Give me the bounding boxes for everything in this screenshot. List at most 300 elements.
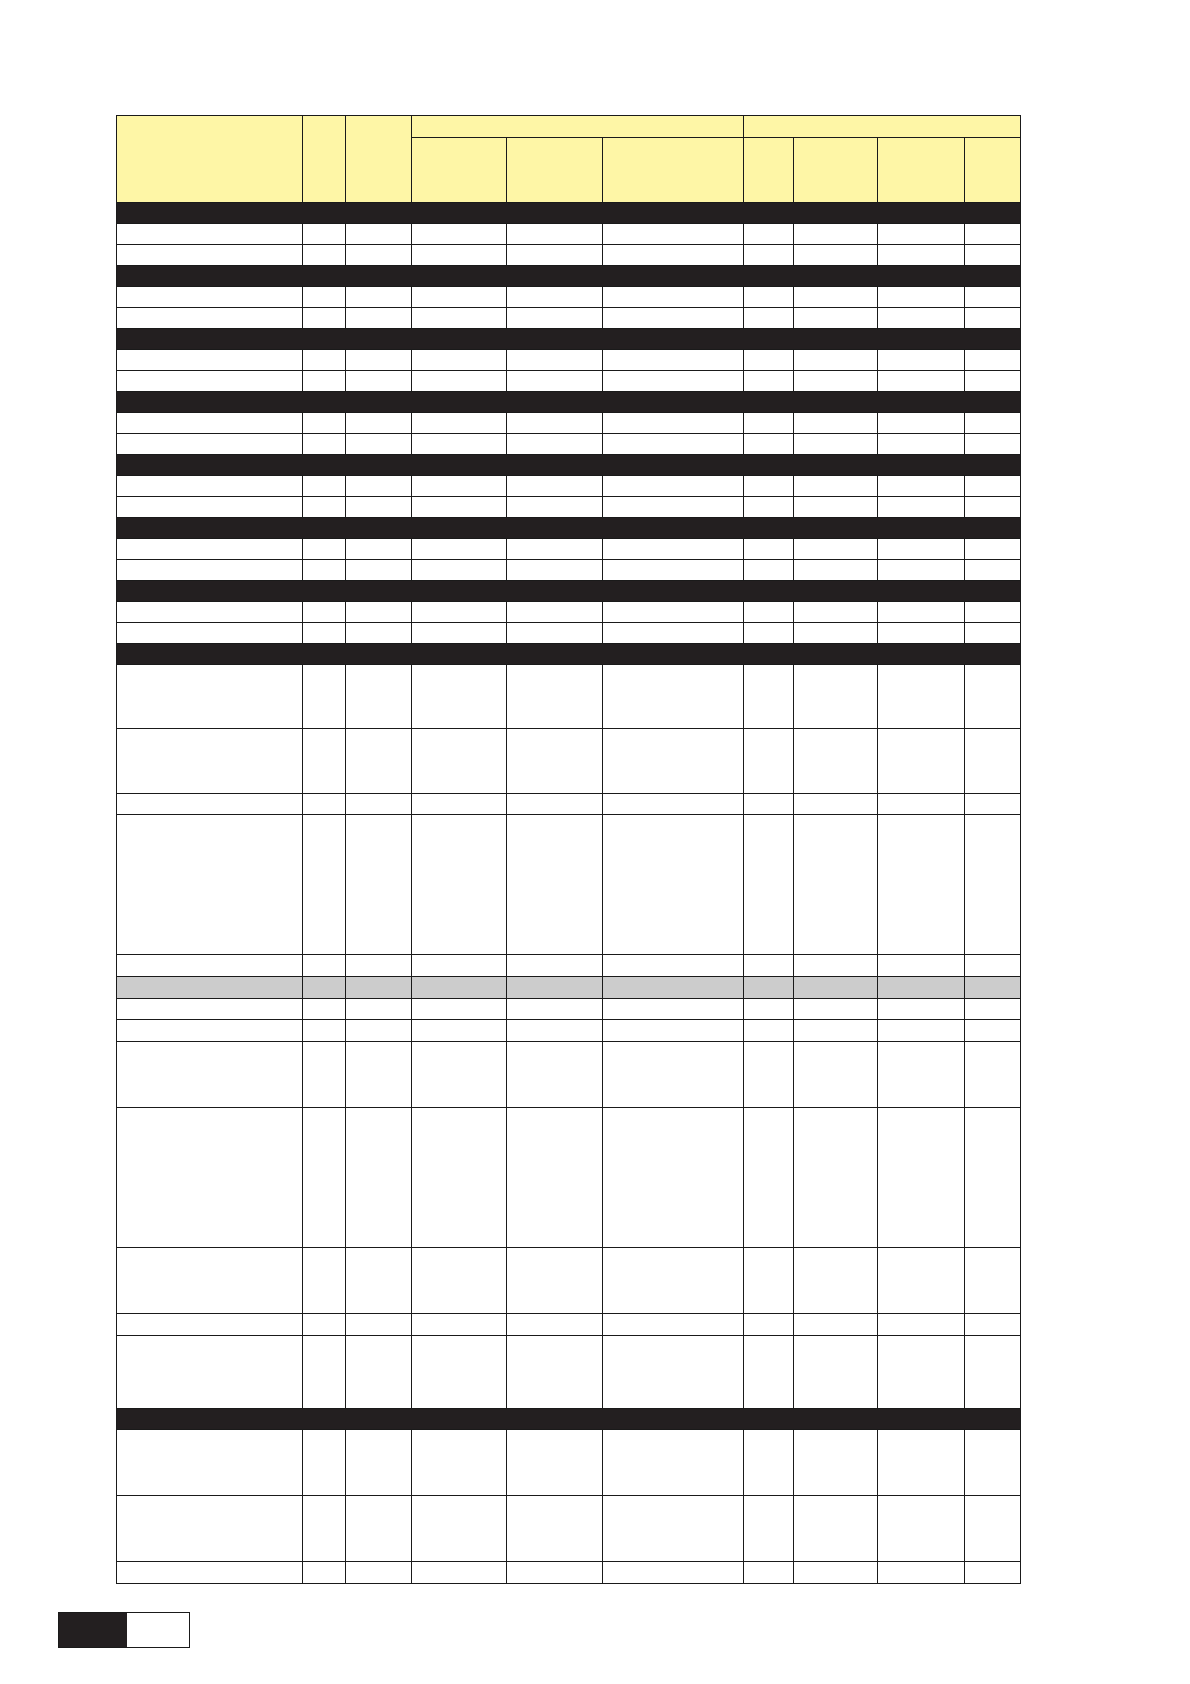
table-row	[117, 1336, 1021, 1409]
section-header-cell	[117, 455, 1021, 476]
table-cell	[794, 308, 878, 329]
table-cell	[303, 224, 346, 245]
table-cell	[412, 794, 507, 815]
table-cell	[965, 245, 1021, 266]
section-header-cell	[117, 1409, 1021, 1430]
table-cell	[965, 999, 1021, 1020]
table-cell	[412, 1496, 507, 1562]
table-cell	[603, 413, 744, 434]
table-cell	[117, 1430, 303, 1496]
table-cell	[878, 794, 965, 815]
table-row	[117, 665, 1021, 729]
table-cell	[412, 1430, 507, 1496]
section-header-cell	[117, 266, 1021, 287]
table-cell	[303, 1020, 346, 1042]
table-cell	[744, 1108, 794, 1248]
table-cell	[744, 1430, 794, 1496]
table-cell	[346, 350, 412, 371]
table-cell	[412, 955, 507, 977]
table-cell	[603, 1430, 744, 1496]
table-row	[117, 539, 1021, 560]
table-cell	[303, 1314, 346, 1336]
table-row	[117, 623, 1021, 644]
table-cell	[744, 287, 794, 308]
table-cell	[603, 999, 744, 1020]
table-cell	[117, 1314, 303, 1336]
table-cell	[878, 308, 965, 329]
table-row	[117, 1108, 1021, 1248]
table-cell	[303, 413, 346, 434]
table-cell	[965, 287, 1021, 308]
table-cell	[965, 497, 1021, 518]
table-row	[117, 350, 1021, 371]
table-cell	[965, 1562, 1021, 1584]
table-cell	[603, 1336, 744, 1409]
table-cell	[794, 623, 878, 644]
table-cell	[878, 1042, 965, 1108]
table-cell	[603, 560, 744, 581]
table-cell	[303, 434, 346, 455]
table-cell	[744, 999, 794, 1020]
table-cell	[117, 539, 303, 560]
table-cell	[507, 1020, 603, 1042]
table-cell	[965, 1248, 1021, 1314]
table-cell	[603, 623, 744, 644]
table-cell	[303, 245, 346, 266]
table-cell	[346, 476, 412, 497]
table-cell	[346, 999, 412, 1020]
table-cell	[744, 413, 794, 434]
table-cell	[507, 413, 603, 434]
table-cell	[744, 794, 794, 815]
table-cell	[744, 623, 794, 644]
table-cell	[878, 560, 965, 581]
table-cell	[117, 602, 303, 623]
table-cell	[744, 1020, 794, 1042]
table-cell	[878, 539, 965, 560]
table-cell	[303, 287, 346, 308]
table-cell	[878, 371, 965, 392]
table-cell	[878, 245, 965, 266]
table-cell	[346, 977, 412, 999]
table-cell	[117, 497, 303, 518]
highlight-row	[117, 977, 1021, 999]
table-cell	[965, 1108, 1021, 1248]
table-cell	[965, 602, 1021, 623]
table-cell	[346, 287, 412, 308]
table-cell	[507, 287, 603, 308]
table-cell	[965, 1430, 1021, 1496]
section-header-row	[117, 455, 1021, 476]
table-cell	[346, 245, 412, 266]
section-header-row	[117, 518, 1021, 539]
table-cell	[346, 729, 412, 794]
header-cell	[117, 116, 303, 203]
table-row	[117, 1562, 1021, 1584]
table-cell	[303, 371, 346, 392]
table-cell	[878, 999, 965, 1020]
table-cell	[794, 665, 878, 729]
table-cell	[965, 476, 1021, 497]
table-cell	[965, 815, 1021, 955]
table-cell	[794, 999, 878, 1020]
table-cell	[412, 602, 507, 623]
table-cell	[507, 476, 603, 497]
table-cell	[507, 497, 603, 518]
section-header-row	[117, 266, 1021, 287]
table-cell	[794, 1314, 878, 1336]
table-cell	[412, 539, 507, 560]
table-cell	[878, 350, 965, 371]
table-cell	[603, 665, 744, 729]
header-cell	[603, 138, 744, 203]
table-cell	[794, 371, 878, 392]
table-cell	[346, 539, 412, 560]
table-cell	[878, 497, 965, 518]
table-cell	[117, 434, 303, 455]
table-cell	[303, 1248, 346, 1314]
table-row	[117, 1496, 1021, 1562]
table-cell	[603, 1020, 744, 1042]
table-cell	[603, 539, 744, 560]
table-cell	[965, 560, 1021, 581]
table-cell	[117, 245, 303, 266]
table-cell	[744, 1336, 794, 1409]
table-cell	[603, 977, 744, 999]
table-cell	[117, 476, 303, 497]
table-cell	[117, 999, 303, 1020]
table-cell	[878, 287, 965, 308]
table-cell	[603, 350, 744, 371]
table-cell	[303, 955, 346, 977]
table-cell	[346, 434, 412, 455]
table-cell	[117, 287, 303, 308]
table-cell	[744, 476, 794, 497]
table-cell	[965, 955, 1021, 977]
table-row	[117, 371, 1021, 392]
table-row	[117, 602, 1021, 623]
table-cell	[346, 955, 412, 977]
table-cell	[412, 1020, 507, 1042]
table-cell	[794, 729, 878, 794]
header-cell	[965, 138, 1021, 203]
table-cell	[412, 1336, 507, 1409]
section-header-cell	[117, 581, 1021, 602]
table-cell	[965, 434, 1021, 455]
table-cell	[117, 1496, 303, 1562]
table-cell	[744, 560, 794, 581]
table-cell	[507, 729, 603, 794]
table-cell	[744, 245, 794, 266]
table-cell	[117, 794, 303, 815]
table-cell	[507, 1496, 603, 1562]
header-group-cell	[412, 116, 744, 138]
table-cell	[878, 623, 965, 644]
table-cell	[878, 434, 965, 455]
table-cell	[303, 623, 346, 644]
table-cell	[303, 1430, 346, 1496]
table-cell	[117, 1562, 303, 1584]
table-cell	[603, 434, 744, 455]
table-cell	[412, 1562, 507, 1584]
table-cell	[303, 729, 346, 794]
table-cell	[965, 1042, 1021, 1108]
table-row	[117, 729, 1021, 794]
table-cell	[878, 1562, 965, 1584]
table-cell	[412, 977, 507, 999]
table-cell	[744, 371, 794, 392]
table-cell	[603, 1562, 744, 1584]
table-cell	[346, 665, 412, 729]
table-cell	[507, 1108, 603, 1248]
table-cell	[744, 955, 794, 977]
table-cell	[507, 623, 603, 644]
table-row	[117, 1020, 1021, 1042]
data-table-sheet	[116, 115, 1021, 1584]
table-row	[117, 287, 1021, 308]
table-cell	[603, 497, 744, 518]
table-cell	[794, 1430, 878, 1496]
table-cell	[303, 350, 346, 371]
table-cell	[603, 308, 744, 329]
table-cell	[878, 815, 965, 955]
table-cell	[303, 308, 346, 329]
table-cell	[507, 434, 603, 455]
table-cell	[117, 308, 303, 329]
table-cell	[412, 476, 507, 497]
table-cell	[878, 665, 965, 729]
table-row	[117, 245, 1021, 266]
table-cell	[878, 602, 965, 623]
table-cell	[794, 1562, 878, 1584]
table-cell	[117, 350, 303, 371]
table-cell	[507, 815, 603, 955]
table-cell	[965, 371, 1021, 392]
table-cell	[303, 665, 346, 729]
table-cell	[603, 476, 744, 497]
table-cell	[303, 602, 346, 623]
table-cell	[507, 977, 603, 999]
table-cell	[507, 665, 603, 729]
table-row	[117, 434, 1021, 455]
table-cell	[965, 1314, 1021, 1336]
table-cell	[744, 977, 794, 999]
table-cell	[965, 1020, 1021, 1042]
table-cell	[878, 977, 965, 999]
table-cell	[603, 1314, 744, 1336]
table-cell	[507, 245, 603, 266]
table-cell	[303, 794, 346, 815]
section-header-row	[117, 1409, 1021, 1430]
table-cell	[603, 224, 744, 245]
table-cell	[346, 371, 412, 392]
table-cell	[412, 224, 507, 245]
table-cell	[412, 308, 507, 329]
table-row	[117, 999, 1021, 1020]
table-cell	[507, 560, 603, 581]
table-cell	[794, 497, 878, 518]
table-cell	[744, 308, 794, 329]
table-cell	[965, 623, 1021, 644]
table-cell	[794, 287, 878, 308]
table-cell	[412, 560, 507, 581]
table-cell	[878, 955, 965, 977]
table-cell	[117, 955, 303, 977]
table-cell	[794, 1108, 878, 1248]
table-cell	[346, 1020, 412, 1042]
header-cell	[744, 138, 794, 203]
table-row	[117, 815, 1021, 955]
table-row	[117, 794, 1021, 815]
header-cell	[346, 116, 412, 203]
header-row-top	[117, 116, 1021, 138]
table-cell	[603, 287, 744, 308]
table-row	[117, 1314, 1021, 1336]
table-cell	[794, 1496, 878, 1562]
table-cell	[744, 729, 794, 794]
table-cell	[744, 224, 794, 245]
page-number-tab	[59, 1613, 127, 1647]
table-cell	[507, 1042, 603, 1108]
section-header-cell	[117, 329, 1021, 350]
section-header-row	[117, 644, 1021, 665]
table-cell	[346, 1248, 412, 1314]
table-cell	[794, 245, 878, 266]
table-cell	[412, 434, 507, 455]
table-cell	[878, 1430, 965, 1496]
table-cell	[303, 1496, 346, 1562]
table-cell	[117, 1042, 303, 1108]
table-cell	[507, 999, 603, 1020]
table-cell	[878, 1020, 965, 1042]
table-cell	[412, 1108, 507, 1248]
table-cell	[603, 1496, 744, 1562]
table-cell	[878, 1108, 965, 1248]
table-cell	[603, 245, 744, 266]
table-cell	[878, 476, 965, 497]
table-cell	[507, 602, 603, 623]
header-cell	[794, 138, 878, 203]
table-cell	[117, 560, 303, 581]
table-cell	[507, 371, 603, 392]
table-cell	[794, 539, 878, 560]
table-cell	[794, 434, 878, 455]
table-cell	[603, 602, 744, 623]
table-cell	[965, 539, 1021, 560]
table-cell	[117, 623, 303, 644]
header-cell	[303, 116, 346, 203]
table-cell	[412, 1314, 507, 1336]
table-cell	[507, 308, 603, 329]
table-cell	[117, 977, 303, 999]
table-cell	[346, 602, 412, 623]
table-cell	[303, 539, 346, 560]
table-cell	[117, 665, 303, 729]
table-cell	[794, 476, 878, 497]
table-cell	[507, 1314, 603, 1336]
table-cell	[794, 977, 878, 999]
table-cell	[603, 1248, 744, 1314]
table-cell	[346, 224, 412, 245]
table-cell	[412, 729, 507, 794]
table-cell	[507, 1430, 603, 1496]
table-cell	[744, 1314, 794, 1336]
table-cell	[965, 665, 1021, 729]
table-row	[117, 1430, 1021, 1496]
table-cell	[744, 602, 794, 623]
table-cell	[117, 1336, 303, 1409]
table-cell	[794, 794, 878, 815]
table-cell	[507, 1562, 603, 1584]
table-cell	[507, 1248, 603, 1314]
table-row	[117, 308, 1021, 329]
section-header-cell	[117, 392, 1021, 413]
table-cell	[744, 1042, 794, 1108]
table-cell	[507, 224, 603, 245]
table-cell	[507, 539, 603, 560]
table-cell	[303, 1042, 346, 1108]
table-cell	[303, 977, 346, 999]
table-cell	[744, 1248, 794, 1314]
table-cell	[303, 815, 346, 955]
table-cell	[507, 1336, 603, 1409]
table-cell	[794, 602, 878, 623]
table-cell	[303, 1562, 346, 1584]
table-cell	[878, 1336, 965, 1409]
section-header-row	[117, 329, 1021, 350]
table-cell	[794, 560, 878, 581]
table-cell	[346, 1562, 412, 1584]
table-cell	[794, 815, 878, 955]
table-cell	[346, 1496, 412, 1562]
table-cell	[603, 1108, 744, 1248]
table-cell	[794, 955, 878, 977]
table-row	[117, 955, 1021, 977]
table-cell	[507, 955, 603, 977]
table-cell	[303, 560, 346, 581]
section-header-cell	[117, 203, 1021, 224]
table-cell	[744, 815, 794, 955]
table-cell	[303, 1336, 346, 1409]
table-cell	[346, 794, 412, 815]
table-cell	[346, 815, 412, 955]
table-cell	[303, 1108, 346, 1248]
table-row	[117, 560, 1021, 581]
table-cell	[794, 413, 878, 434]
table-cell	[965, 350, 1021, 371]
table-cell	[346, 623, 412, 644]
table-cell	[603, 955, 744, 977]
table-cell	[744, 1496, 794, 1562]
table-cell	[794, 1336, 878, 1409]
table-cell	[346, 308, 412, 329]
table-cell	[346, 1314, 412, 1336]
table-cell	[965, 977, 1021, 999]
table-cell	[346, 560, 412, 581]
header-cell	[507, 138, 603, 203]
table-cell	[744, 665, 794, 729]
section-header-cell	[117, 518, 1021, 539]
table-cell	[744, 350, 794, 371]
table-cell	[603, 371, 744, 392]
page-number-field	[127, 1613, 189, 1647]
table-cell	[794, 1042, 878, 1108]
table-cell	[878, 1496, 965, 1562]
table-cell	[412, 245, 507, 266]
header-cell	[878, 138, 965, 203]
table-cell	[878, 1314, 965, 1336]
table-cell	[346, 1430, 412, 1496]
